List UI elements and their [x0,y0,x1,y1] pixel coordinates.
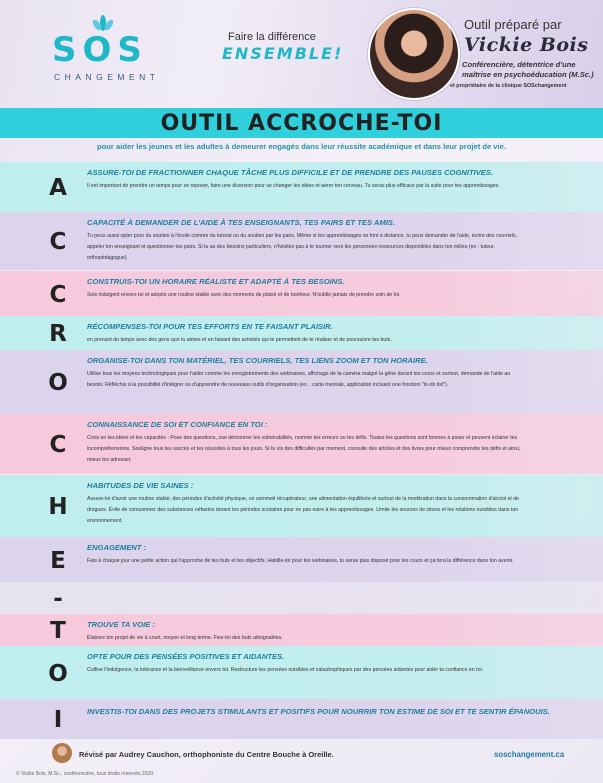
item-title: TROUVE TA VOIE : [87,620,155,629]
author-description: Conférencière, détentrice d'une maîtrise en psychoéducation (M.Sc.) [462,60,594,79]
item-title: OPTE POUR DES PENSÉES POSITIVES ET AIDANTES. [87,652,285,661]
item-title: ORGANISE-TOI DANS TON MATÉRIEL, TES COURRIELS, TES LIENS ZOOM ET TON HORAIRE. [87,356,428,365]
logo-text: SOS [52,30,148,70]
acronym-row [0,414,603,474]
reviewer-avatar [52,743,72,763]
item-title: INVESTIS-TOI DANS DES PROJETS STIMULANTS ET POSITIFS POUR NOURRIR TON ESTIME DE SOI ET TE SENTIR ÉPANOUIS. [87,707,550,716]
acronym-letter: C [49,432,67,458]
item-body: Crois en tes idées et tes capacités : Pose des questions, ose démontrer tes vulnérabilités, nomme tes erreurs ou tes défis. Toutes les questions sont bonnes à poser et peuvent éclairer tes incompréhensions. Souligne tous tes succès et tes réussites à tous les jours. Si tu vis des difficultés par moment, consulte des articles et des livres pour mieux comprendre tes défis et ainsi, mieux les adresser. [87,435,521,463]
item-body: Cultive l'indulgence, la tolérance et la bienveillance envers toi. Restructure tes pensées nuisibles et catastrophiques par des pensées aidantes pour aider ta confiance en toi. [87,667,484,673]
item-body: Utilise tous les moyens technologiques pour t'aider comme les enregistrements des webinaires, affichage de ta caméra malgré la gêne durant tes cours et surtout, demande de l'aide au besoin. Réfléchis à la possibilité d'intégrer ou d'apprendre de nouveaux outils d'organisation (ex. : carte mentale, application incluant une fonction "to-do list"). [87,371,511,388]
acronym-row [0,537,603,582]
item-title: HABITUDES DE VIE SAINES : [87,481,194,490]
row-background [0,582,603,614]
item-body: Fais à chaque jour une petite action qui t'approche de tes buts et tes objectifs. Habille-toi pour tes webinaires, tu seras plus disposé pour tes cours et ça fera la différence dans ton avenir. [87,558,514,564]
tagline-line2: ENSEMBLE! [222,44,344,63]
prepared-by-label: Outil préparé par [464,17,562,32]
acronym-row [0,212,603,270]
acronym-row [0,582,603,614]
tagline-line1: Faire la différence [228,31,316,43]
item-body: Élabore ton projet de vie à court, moyen et long terme. Fixe-toi des buts atteignables. [87,635,283,641]
acronym-row [0,475,603,537]
acronym-row [0,162,603,212]
acronym-letter: C [49,281,67,308]
acronym-letter: T [50,618,66,644]
acronym-letter: I [53,707,63,733]
acronym-row [0,614,603,646]
sos-logo [40,14,160,84]
item-title: ASSURE-TOI DE FRACTIONNER CHAQUE TÂCHE PLUS DIFFICILE ET DE PRENDRE DES PAUSES COGNITIVES. [87,168,494,177]
acronym-letter: H [48,494,68,520]
page-subtitle: pour aider les jeunes et les adultes à demeurer engagés dans leur réussite académique et dans leur projet de vie. [97,142,506,151]
item-title: CAPACITÉ À DEMANDER DE L'AIDE À TES ENSEIGNANTS, TES PAIRS ET TES AMIS. [87,218,395,227]
website-link[interactable]: soschangement.ca [494,750,565,759]
acronym-letter: E [50,547,66,574]
item-title: ENGAGEMENT : [87,543,147,552]
acronym-row [0,699,603,739]
item-body: Tu peux aussi opter pour du soutien à l'école comme du tutorat ou du soutien par les pairs. Même si tes apprentissages se font à distance, tu peux demander de l'aide, écrire des courriels, appeler ton enseignant et questionner tes pairs. Si tu as des besoins particuliers, n'hésites pas à te tourner vers les personnes ressources disponibles dans ton milieu (ex : tuteur, orthopédagogue). [87,233,517,261]
logo-subtext: CHANGEMENT [54,72,160,82]
acronym-letter: O [48,370,68,396]
item-title: CONSTRUIS-TOI UN HORAIRE RÉALISTE ET ADAPTÉ À TES BESOINS. [87,277,345,286]
item-body: Il est important de prendre un temps pour se reposer, faire une diversion pour se changer les idées et aérer ton cerveau. Tu seras plus efficace par la suite pour tes apprentissages. [87,183,500,189]
header [0,0,603,112]
item-body: en prenant du temps avec des gens que tu aimes et en faisant des activités qui te permettent de te réaliser et de poursuivre tes buts. [87,337,392,343]
author-name: Vickie Bois [464,34,589,56]
item-body: Assure-toi d'avoir une routine stable, des périodes d'activité physique, un sommeil récupérateur, une alimentation équilibrée et surtout de la modération dans la consommation d'alcool et de drogues. Évite de consommer des substances néfastes durant tes périodes scolaires pour ne pas nuire à tes apprentissages. Limite les sources de stress et les relations nuisibles dans ton environnement. [87,496,520,524]
acronym-row [0,316,603,350]
item-body: Sois indulgent envers toi et adopte une routine stable avec des moments de plaisir et de bonheur. N'oublie jamais de prendre soin de toi. [87,292,401,298]
author-photo [368,8,460,100]
item-title: CONNAISSANCE DE SOI ET CONFIANCE EN TOI : [87,420,268,429]
acronym-row [0,350,603,414]
acronym-letter: C [49,229,67,255]
acronym-row [0,271,603,316]
acronym-letter: - [53,586,63,612]
acronym-letter: A [49,175,67,201]
copyright: © Vickie Bois, M.Sc., conférencière, tous droits réservés 2020. [16,771,155,777]
acronym-letter: O [48,660,68,687]
author-clinic: et propriétaire de la clinique SOSchangement [450,83,567,89]
acronym-row [0,646,603,699]
acronym-letter: R [49,321,67,347]
item-title: RÉCOMPENSES-TOI POUR TES EFFORTS EN TE FAISANT PLAISIR. [87,322,333,331]
page-title: OUTIL ACCROCHE-TOI [160,111,443,136]
reviewer-credit: Révisé par Audrey Cauchon, orthophoniste du Centre Bouche à Oreille. [79,750,334,759]
